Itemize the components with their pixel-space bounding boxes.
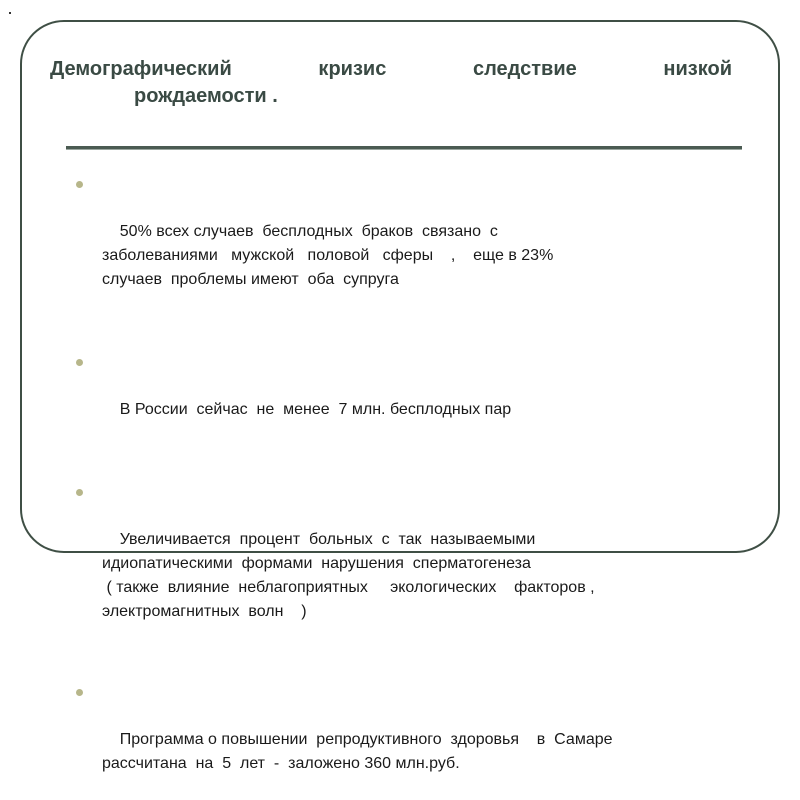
bullet-text: Программа о повышении репродуктивного здоровья в Самаре рассчитана на 5 лет - заложено 360 млн.руб.: [102, 731, 613, 772]
bullet-item: [72, 680, 732, 800]
slide-title-line-2: рождаемости .: [134, 85, 278, 107]
slide-title: [50, 56, 732, 110]
bullet-dot-icon: [76, 689, 83, 696]
bullet-list: [72, 172, 732, 800]
bullet-dot-icon: [76, 181, 83, 188]
corner-mark: [9, 12, 11, 14]
bullet-item: [72, 480, 732, 648]
bullet-text: Увеличивается процент больных с так называемыми идиопатическими формами нарушения сперматогенеза ( также влияние неблагоприятных экологических факторов , электромагнитных волн ): [102, 531, 595, 620]
bullet-dot-icon: [76, 489, 83, 496]
bullet-text: 50% всех случаев бесплодных браков связано с заболеваниями мужской половой сферы , еще в 23% случаев проблемы имеют оба супруга: [102, 223, 554, 288]
title-divider: [66, 146, 742, 150]
bullet-item: [72, 172, 732, 316]
bullet-text: В России сейчас не менее 7 млн. бесплодных пар: [119, 401, 512, 418]
bullet-dot-icon: [76, 359, 83, 366]
bullet-item: [72, 350, 732, 446]
slide-title-line-1: Демографический кризис следствие низкой: [50, 58, 732, 80]
